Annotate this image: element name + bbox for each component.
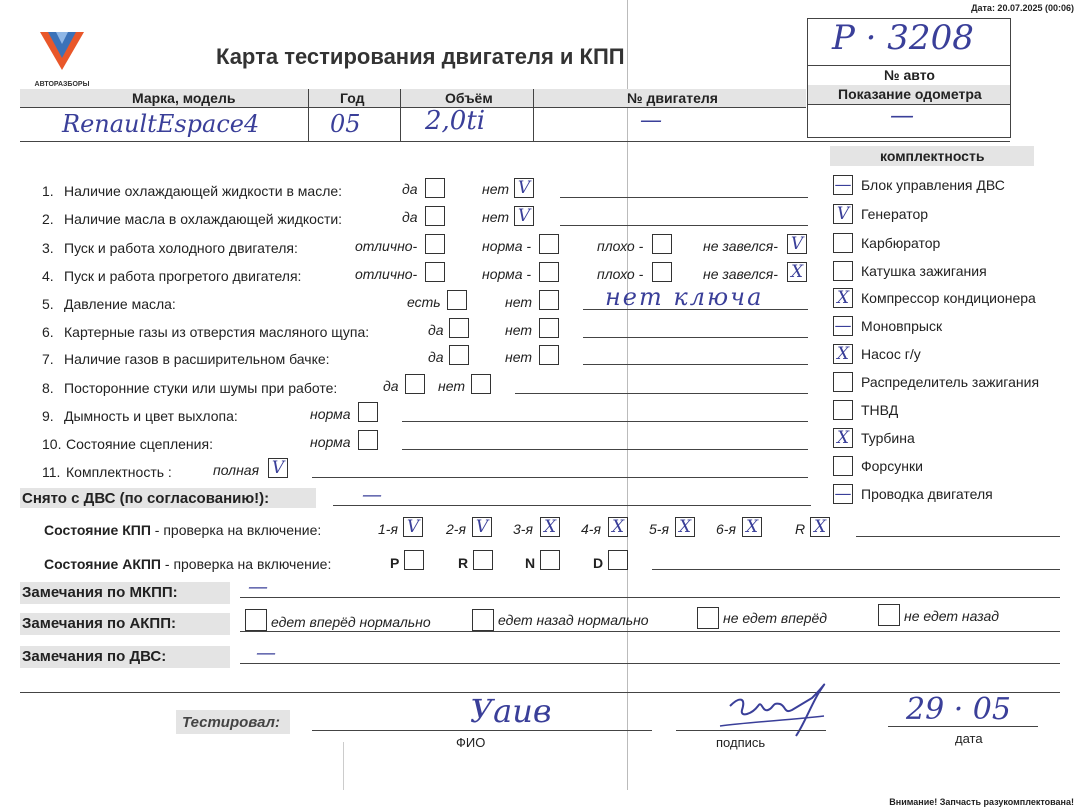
check-5-yes-box[interactable]: [447, 290, 467, 310]
fold-line: [627, 0, 628, 790]
check-1-num: 1.: [42, 183, 54, 199]
engine-no-value: —: [640, 108, 662, 133]
sign-label: подпись: [716, 735, 766, 750]
check-7-yes-box[interactable]: [449, 345, 469, 365]
akpp-mode-d-label: D: [593, 555, 604, 571]
check-8-num: 8.: [42, 380, 54, 396]
check-6-num: 6.: [42, 324, 54, 340]
completeness-box-generator[interactable]: V: [833, 204, 853, 224]
check-2-no-box[interactable]: V: [514, 206, 534, 226]
check-2-num: 2.: [42, 211, 54, 227]
completeness-box-coil[interactable]: [833, 261, 853, 281]
akpp-opt2-box[interactable]: [472, 609, 494, 631]
completeness-box-ps-pump[interactable]: X: [833, 344, 853, 364]
completeness-box-tnvd[interactable]: [833, 400, 853, 420]
check-3-num: 3.: [42, 240, 54, 256]
check-2-no-label: нет: [482, 209, 509, 225]
check-5-no-label: нет: [505, 294, 532, 310]
check-1-no-box[interactable]: V: [514, 178, 534, 198]
check-3-opt1: отлично-: [355, 238, 418, 254]
akpp-opt1-label: едет вперёд нормально: [271, 614, 431, 630]
date-label: дата: [955, 731, 983, 746]
removed-label: Снято с ДВС (по согласованию!):: [22, 490, 270, 507]
check-3-box3[interactable]: [652, 234, 672, 254]
completeness-box-carburetor[interactable]: [833, 233, 853, 253]
check-7-yes-label: да: [428, 349, 444, 365]
check-3-box4[interactable]: V: [787, 234, 807, 254]
completeness-label-tnvd: ТНВД: [861, 402, 899, 418]
check-4-opt3: плохо -: [597, 266, 644, 282]
check-11-num: 11.: [42, 464, 61, 480]
remarks-mkpp-label: Замечания по МКПП:: [22, 584, 178, 601]
kpp-gear-1-box[interactable]: V: [403, 517, 423, 537]
check-6-no-label: нет: [505, 322, 532, 338]
page-title: Карта тестирования двигателя и КПП: [216, 44, 625, 69]
odometer-value: —: [890, 101, 914, 129]
kpp-gear-2-label: 2-я: [446, 521, 466, 537]
check-9-box[interactable]: [358, 402, 378, 422]
model-value: RenaultEspace4: [62, 110, 260, 138]
check-5-num: 5.: [42, 296, 54, 312]
check-5-note: нет ключа: [605, 283, 764, 311]
akpp-label-bold: Состояние АКПП: [44, 556, 161, 572]
kpp-gear-2-box[interactable]: V: [472, 517, 492, 537]
check-7-label: Наличие газов в расширительном бачке:: [64, 351, 330, 367]
check-8-label: Посторонние стуки или шумы при работе:: [64, 380, 338, 396]
check-2-yes-box[interactable]: [425, 206, 445, 226]
auto-number-value: P · 3208: [832, 18, 974, 58]
check-8-yes-box[interactable]: [405, 374, 425, 394]
kpp-label: [44, 522, 321, 538]
check-3-opt4: не завелся-: [703, 238, 778, 254]
completeness-label-ps-pump: Насос г/у: [861, 346, 921, 362]
tested-label: Тестировал:: [182, 714, 280, 731]
check-9-label: Дымность и цвет выхлопа:: [64, 408, 238, 424]
akpp-opt4-label: не едет назад: [904, 608, 999, 624]
check-4-opt1: отлично-: [355, 266, 418, 282]
completeness-box-mono-injection[interactable]: —: [834, 316, 852, 336]
removed-value: —: [362, 482, 382, 506]
akpp-opt4-box[interactable]: [878, 604, 900, 626]
date-value: 29 · 05: [906, 692, 1011, 727]
completeness-box-turbo[interactable]: X: [833, 428, 853, 448]
completeness-label-wiring: Проводка двигателя: [861, 486, 993, 502]
check-7-num: 7.: [42, 351, 54, 367]
completeness-label-ecu: Блок управления ДВС: [861, 177, 1005, 193]
check-2-label: Наличие масла в охлаждающей жидкости:: [64, 211, 343, 227]
akpp-mode-p-box[interactable]: [404, 550, 424, 570]
auto-number-label: № авто: [884, 67, 935, 83]
kpp-gear-4-label: 4-я: [581, 521, 601, 537]
check-1-yes-box[interactable]: [425, 178, 445, 198]
fio-label: ФИО: [456, 735, 486, 750]
kpp-label-bold: Состояние КПП: [44, 522, 151, 538]
check-9-opt: норма: [310, 406, 351, 422]
akpp-opt2-label: едет назад нормально: [498, 612, 649, 628]
kpp-label-rest: - проверка на включение:: [150, 522, 322, 538]
akpp-mode-n-label: N: [525, 555, 536, 571]
check-4-box4[interactable]: X: [787, 262, 807, 282]
check-4-box2[interactable]: [539, 262, 559, 282]
kpp-gear-6-label: 6-я: [716, 521, 736, 537]
col-year: Год: [340, 90, 365, 106]
check-10-opt: норма: [310, 434, 351, 450]
completeness-box-ac-compressor[interactable]: X: [833, 288, 853, 308]
completeness-label-carburetor: Карбюратор: [861, 235, 941, 251]
completeness-label-distributor: Распределитель зажигания: [861, 374, 1040, 390]
kpp-gear-1-label: 1-я: [378, 521, 398, 537]
kpp-gear-r-label: R: [795, 521, 806, 537]
fio-value: Уаив: [470, 692, 552, 730]
check-4-box3[interactable]: [652, 262, 672, 282]
akpp-label: [44, 556, 331, 572]
logo: [26, 28, 98, 88]
completeness-box-injectors[interactable]: [833, 456, 853, 476]
check-10-num: 10.: [42, 436, 62, 452]
remarks-dvs-value: —: [256, 640, 276, 664]
warning-text: Внимание! Запчасть разукомплектована!: [889, 797, 1074, 807]
col-model: Марка, модель: [132, 90, 236, 106]
completeness-title: комплектность: [880, 148, 985, 164]
check-4-label: Пуск и работа прогретого двигателя:: [64, 268, 302, 284]
logo-triangle-icon: [26, 28, 98, 78]
check-4-opt4: не завелся-: [703, 266, 778, 282]
kpp-gear-3-label: 3-я: [513, 521, 533, 537]
akpp-opt3-box[interactable]: [697, 607, 719, 629]
akpp-label-rest: - проверка на включение:: [161, 556, 332, 572]
completeness-label-coil: Катушка зажигания: [861, 263, 987, 279]
check-1-no-label: нет: [482, 181, 509, 197]
kpp-gear-6-box[interactable]: X: [742, 517, 762, 537]
completeness-label-generator: Генератор: [861, 206, 929, 222]
check-5-yes-label: есть: [407, 294, 441, 310]
check-5-label: Давление масла:: [64, 296, 176, 312]
col-volume: Объём: [445, 90, 493, 106]
check-8-no-box[interactable]: [471, 374, 491, 394]
akpp-mode-r-label: R: [458, 555, 469, 571]
completeness-label-ac-compressor: Компрессор кондиционера: [861, 290, 1036, 306]
check-11-box[interactable]: V: [268, 458, 288, 478]
check-9-num: 9.: [42, 408, 54, 424]
check-6-yes-label: да: [428, 322, 444, 338]
check-3-opt3: плохо -: [597, 238, 644, 254]
kpp-gear-4-box[interactable]: X: [608, 517, 628, 537]
completeness-box-distributor[interactable]: [833, 372, 853, 392]
completeness-label-injectors: Форсунки: [861, 458, 923, 474]
akpp-mode-r-box[interactable]: [473, 550, 493, 570]
col-engine-no: № двигателя: [627, 90, 718, 106]
logo-text: АВТОРАЗБОРЫ: [34, 81, 90, 88]
date-stamp: Дата: 20.07.2025 (00:06): [971, 3, 1074, 13]
check-8-no-label: нет: [438, 378, 465, 394]
completeness-box-wiring[interactable]: —: [834, 484, 852, 504]
volume-value: 2,0ti: [425, 106, 486, 136]
akpp-opt1-box[interactable]: [245, 609, 267, 631]
odometer-label: Показание одометра: [838, 86, 982, 102]
completeness-box-ecu[interactable]: —: [834, 175, 852, 195]
check-3-opt2: норма -: [482, 238, 532, 254]
akpp-opt3-label: не едет вперёд: [723, 610, 828, 626]
check-10-label: Состояние сцепления:: [66, 436, 213, 452]
check-4-opt2: норма -: [482, 266, 532, 282]
check-3-label: Пуск и работа холодного двигателя:: [64, 240, 298, 256]
check-11-label: Комплектность :: [66, 464, 172, 480]
check-3-box2[interactable]: [539, 234, 559, 254]
check-1-yes-label: да: [402, 181, 418, 197]
remarks-dvs-label: Замечания по ДВС:: [22, 648, 167, 665]
check-8-yes-label: да: [383, 378, 399, 394]
completeness-label-turbo: Турбина: [861, 430, 915, 446]
akpp-mode-d-box[interactable]: [608, 550, 628, 570]
remarks-mkpp-value: —: [248, 574, 268, 598]
check-4-num: 4.: [42, 268, 54, 284]
kpp-gear-5-label: 5-я: [649, 521, 669, 537]
check-7-no-box[interactable]: [539, 345, 559, 365]
akpp-mode-p-label: P: [390, 555, 400, 571]
check-11-opt: полная: [213, 462, 260, 478]
akpp-mode-n-box[interactable]: [540, 550, 560, 570]
check-6-yes-box[interactable]: [449, 318, 469, 338]
signature-icon: [700, 676, 840, 742]
remarks-akpp-label: Замечания по АКПП:: [22, 615, 176, 632]
check-3-box1[interactable]: [425, 234, 445, 254]
check-4-box1[interactable]: [425, 262, 445, 282]
check-5-no-box[interactable]: [539, 290, 559, 310]
check-2-yes-label: да: [402, 209, 418, 225]
year-value: 05: [330, 110, 361, 138]
check-6-no-box[interactable]: [539, 318, 559, 338]
kpp-gear-5-box[interactable]: X: [675, 517, 695, 537]
check-10-box[interactable]: [358, 430, 378, 450]
completeness-label-mono-injection: Моновпрыск: [861, 318, 943, 334]
check-7-no-label: нет: [505, 349, 532, 365]
kpp-gear-3-box[interactable]: X: [540, 517, 560, 537]
kpp-gear-r-box[interactable]: X: [810, 517, 830, 537]
check-6-label: Картерные газы из отверстия масляного щупа:: [64, 324, 370, 340]
check-1-label: Наличие охлаждающей жидкости в масле:: [64, 183, 343, 199]
